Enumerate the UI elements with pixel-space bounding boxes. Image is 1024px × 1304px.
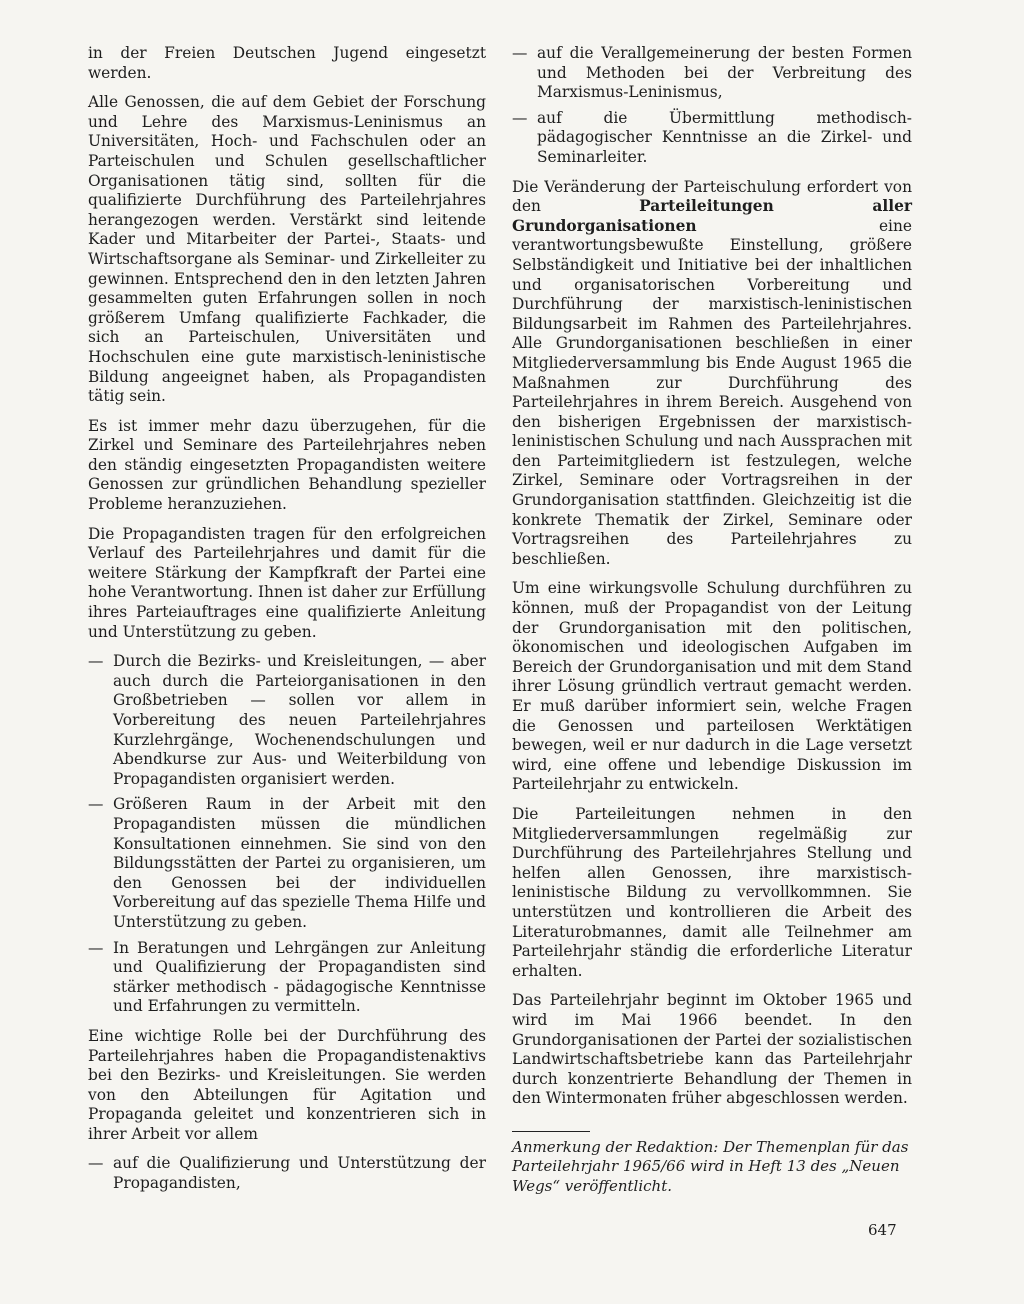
- dash-list-aktivs: [88, 1154, 486, 1193]
- paragraph-propagandisten: Die Propagandisten tragen für den erfolgreichen Verlauf des Parteilehrjahres und damit für die weitere Stärkung der Kampfkraft der Partei eine hohe Verantwortung. Ihnen ist daher zur Erfüllung ihres Parteiauftrages eine qualifizierte Anleitung und Unterstützung zu geben.: [88, 524, 486, 641]
- paragraph-genossen-forschung: Alle Genossen, die auf dem Gebiet der Forschung und Lehre des Marxismus-Leninismus an Universitäten, Hoch- und Fachschulen oder an Parteischulen und Schulen gesellschaftlicher Organisationen tätig sind, sollten für die qualifizierte Durchführung des Parteilehrjahres herangezogen werden. Verstärkt sind leitende Kader und Mitarbeiter der Partei-, Staats- und Wirtschaftsorgane als Seminar- und Zirkelleiter zu gewinnen. Entsprechend den in den letzten Jahren gesammelten guten Erfahrungen sollen in noch größerem Umfang qualifizierte Fachkader, die sich an Parteischulen, Universitäten und Hochschulen eine gute marxistisch-leninistische Bildung angeeignet haben, als Propagandisten tätig sein.: [88, 93, 486, 406]
- list-item: — Größeren Raum in der Arbeit mit den Propagandisten müssen die mündlichen Konsultationen einnehmen. Sie sind von den Bildungsstätten der Partei zu organisieren, um den Genossen bei der individuellen Vorbereitung auf das spezielle Thema Hilfe und Unterstützung zu geben.: [88, 795, 486, 932]
- paragraph-propagandistenaktivs: Eine wichtige Rolle bei der Durchführung des Parteilehrjahres haben die Propagandistenaktivs bei den Bezirks- und Kreisleitungen. Sie werden von den Abteilungen für Agitation und Propaganda geleitet und konzentrieren sich in ihrer Arbeit vor allem: [88, 1026, 486, 1143]
- list-item: — In Beratungen und Lehrgängen zur Anleitung und Qualifizierung der Propagandisten sind stärker methodisch - pädagogische Kenntnisse und Erfahrungen zu vermitteln.: [88, 939, 486, 1017]
- text-run: eine verantwortungsbewußte Einstellung, größere Selbständigkeit und Initiative bei der inhaltlichen und organisatorischen Vorbereitung und Durchführung der marxistisch-leninistischen Bildungsarbeit im Rahmen des Parteilehrjahres. Alle Grundorganisationen beschließen in einer Mitgliederversammlung bis Ende August 1965 die Maßnahmen zur Durchführung des Parteilehrjahres in ihrem Bereich. Ausgehend von den bisherigen Ergebnissen der marxistisch-leninistischen Schulung und nach Aussprachen mit den Parteimitgliedern ist festzulegen, welche Zirkel, Seminare oder Vortragsreihen in der Grundorganisation stattfinden. Gleichzeitig ist die konkrete Thematik der Zirkel, Seminare oder Vortragsreihen des Parteilehrjahres zu beschließen.: [512, 216, 912, 568]
- paragraph-wirkungsvolle-schulung: Um eine wirkungsvolle Schulung durchführen zu können, muß der Propagandist von der Leitung der Grundorganisation mit den politischen, ökonomischen und ideologischen Aufgaben im Bereich der Grundorganisation und mit dem Stand ihrer Lösung gründlich vertraut gemacht werden. Er muß darüber informiert sein, welche Fragen die Genossen und parteilosen Werktätigen bewegen, weil er nur dadurch in die Lage versetzt wird, eine offene und lebendige Diskussion im Parteilehrjahr zu entwickeln.: [512, 579, 912, 794]
- bold-phrase: Parteileitungen aller Grundorganisationen: [512, 197, 912, 235]
- list-item: — auf die Verallgemeinerung der besten Formen und Methoden bei der Verbreitung des Marxismus-Leninismus,: [512, 44, 912, 103]
- list-item: — auf die Übermittlung methodisch-pädagogischer Kenntnisse an die Zirkel- und Seminarleiter.: [512, 109, 912, 168]
- paragraph-continuation: in der Freien Deutschen Jugend eingesetzt werden.: [88, 44, 486, 82]
- text-run: Die Veränderung der Parteischulung erfordert von den: [512, 177, 912, 216]
- page-number: 647: [868, 1221, 897, 1239]
- editorial-note: Anmerkung der Redaktion: Der Themenplan für das Parteilehrjahr 1965/66 wird in Heft 13 des „Neuen Wegs“ veröffentlicht.: [512, 1137, 909, 1196]
- dash-list-anleitung: [88, 652, 486, 1017]
- footnote-divider: [512, 1131, 590, 1132]
- paragraph-parteischulung: [512, 178, 912, 570]
- left-column: [88, 44, 486, 1204]
- paragraph-zirkel-seminare: Es ist immer mehr dazu überzugehen, für die Zirkel und Seminare des Parteilehrjahres neben den ständig eingesetzten Propagandisten weitere Genossen zur gründlichen Behandlung spezieller Probleme heranzuziehen.: [88, 416, 486, 514]
- list-item: — Durch die Bezirks- und Kreisleitungen, — aber auch durch die Parteiorganisationen in den Großbetrieben — sollen vor allem in Vorbereitung des neuen Parteilehrjahres Kurzlehrgänge, Wochenendschulungen und Abendkurse zur Aus- und Weiterbildung von Propagandisten organisiert werden.: [88, 652, 486, 789]
- dash-list-aktivs-continued: [512, 44, 912, 168]
- paragraph-parteileitungen: Die Parteileitungen nehmen in den Mitgliederversammlungen regelmäßig zur Durchführung des Parteilehrjahres Stellung und helfen allen Genossen, ihre marxistisch-leninistische Bildung zu vervollkommnen. Sie unterstützen und kontrollieren die Arbeit des Literaturobmannes, damit alle Teilnehmer am Parteilehrjahr ständig die erforderliche Literatur erhalten.: [512, 804, 912, 980]
- right-column: [512, 44, 912, 1207]
- list-item: — auf die Qualifizierung und Unterstützung der Propagandisten,: [88, 1154, 486, 1193]
- paragraph-parteilehrjahr-beginn: Das Parteilehrjahr beginnt im Oktober 1965 und wird im Mai 1966 beendet. In den Grundorganisationen der Partei der sozialistischen Landwirtschaftsbetriebe kann das Parteilehrjahr durch konzentrierte Behandlung der Themen in den Wintermonaten früher abgeschlossen werden.: [512, 991, 912, 1108]
